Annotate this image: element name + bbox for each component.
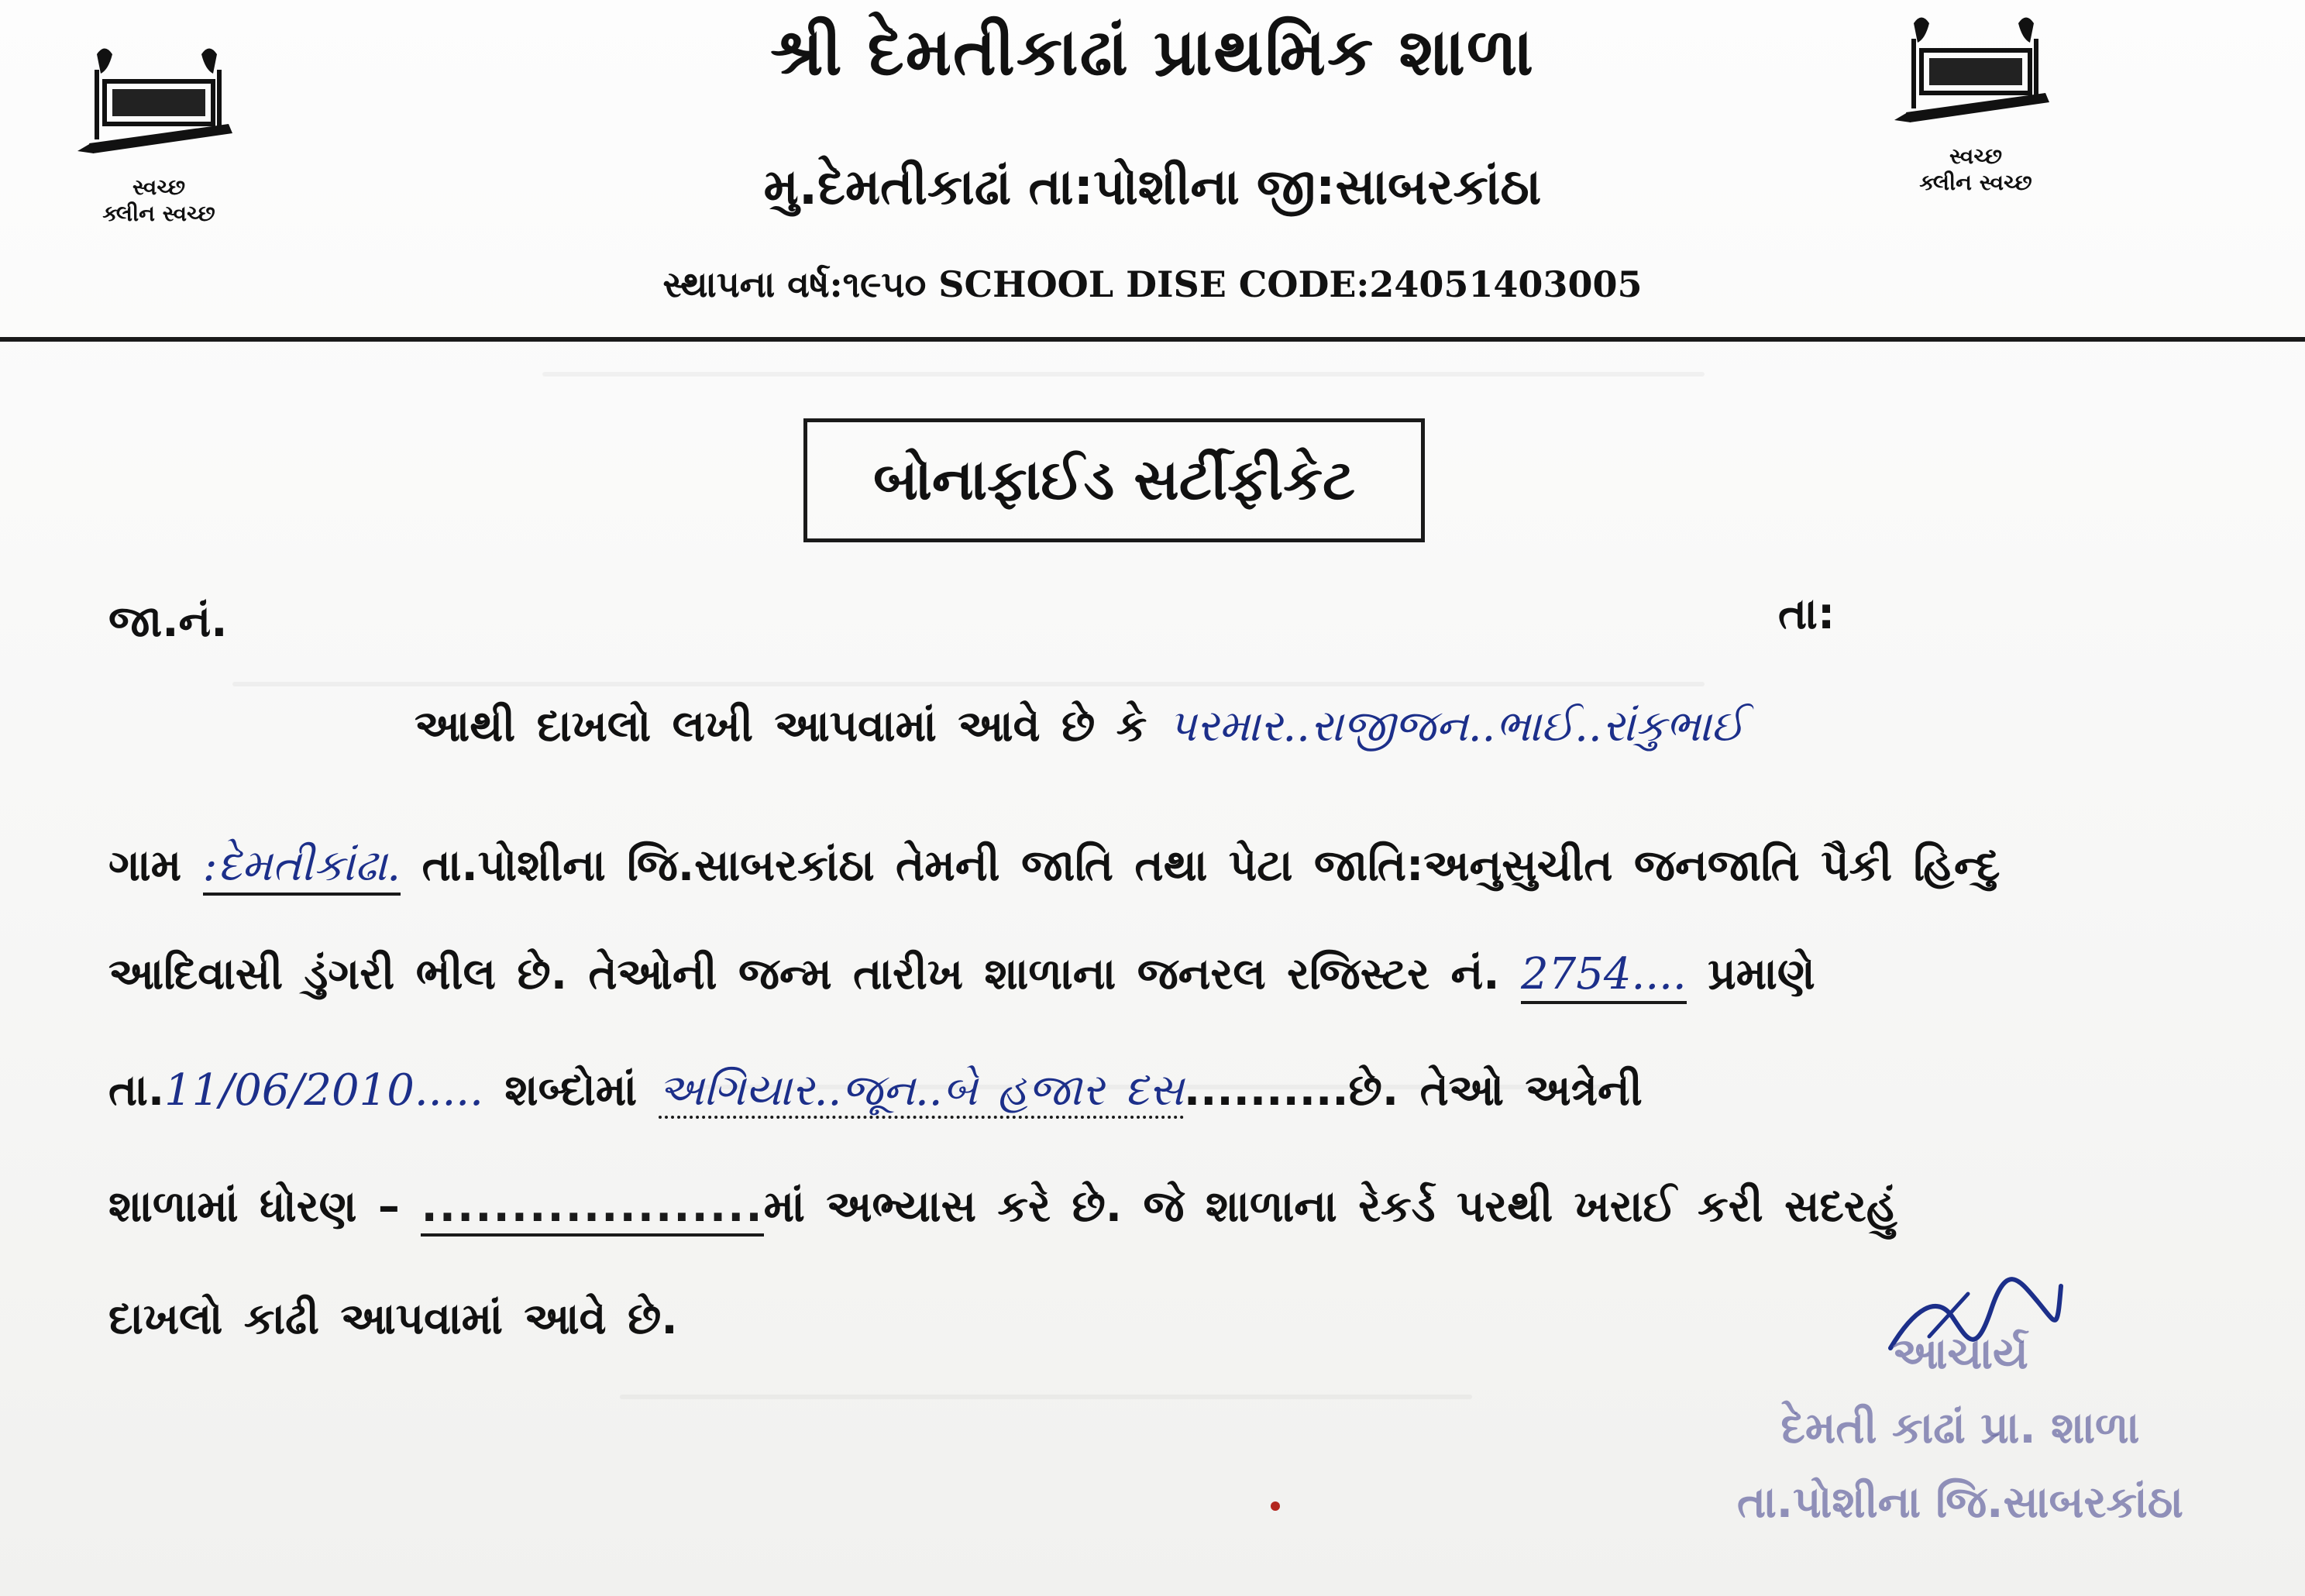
school-name: શ્રી દેમતીકાઢાં પ્રાથમિક શાળા	[770, 14, 1535, 90]
school-stamp	[1658, 1317, 2262, 1540]
body-line-6	[108, 1294, 678, 1345]
logo-caption-line: ક્લીન સ્વચ્છ	[102, 201, 215, 226]
village-handwritten: :દેમતીકાંઢા.	[203, 841, 401, 896]
register-number-handwritten: 2754....	[1521, 949, 1687, 1004]
body-line-5	[108, 1182, 1897, 1233]
body-text: આથી દાખલો લખી આપવામાં આવે છે કે	[415, 701, 1168, 752]
stamp-line: દેમતી કાઢાં પ્રા. શાળા	[1780, 1403, 2140, 1453]
birth-date-words-handwritten: અગિયાર..જૂન..બે હજાર દસ	[659, 1065, 1184, 1119]
body-line-2	[108, 841, 2000, 892]
logo-caption-line: સ્વચ્છ	[132, 174, 185, 200]
body-line-3	[108, 949, 1815, 1000]
school-established-dise: સ્થાપના વર્ષ:૧૯૫૦ SCHOOL DISE CODE:24051403005	[662, 263, 1643, 305]
date-label: તા:	[1778, 589, 1835, 639]
ink-speck	[1271, 1501, 1280, 1511]
bleed-mark	[542, 372, 1705, 377]
body-text: તા.પોશીના જિ.સાબરકાંઠા તેમની જાતિ તથા પેટા જાતિ:અનુસુચીત જનજાતિ પૈકી હિન્દુ	[401, 841, 2001, 891]
reference-number-label: જા.નં.	[108, 597, 228, 647]
body-text: શાળામાં ધોરણ –	[108, 1182, 421, 1232]
body-text: માં અભ્યાસ કરે છે. જે શાળાના રેકર્ડ પરથી ખરાઈ કરી સદરહું	[763, 1182, 1897, 1232]
stamp-line: તા.પોશીના જિ.સાબરકાંઠા	[1736, 1477, 2184, 1528]
body-line-1	[415, 701, 1745, 752]
bleed-mark	[620, 1395, 1472, 1399]
body-text: પ્રમાણે	[1686, 949, 1815, 999]
body-text: ..........છે. તેઓ અત્રેની	[1183, 1065, 1643, 1116]
stamp-line: આચાર્ય	[1892, 1329, 2028, 1379]
body-text: ગામ	[108, 841, 203, 891]
logo-caption-line: સ્વચ્છ	[1949, 143, 2002, 169]
school-address: મુ.દેમતીકાઢાં તા:પોશીના જી:સાબરકાંઠા	[763, 159, 1542, 216]
standard-blank: ...................	[421, 1182, 763, 1237]
body-text: તા.	[108, 1065, 165, 1116]
certificate-title: બોનાફાઈડ સર્ટીફીકેટ	[873, 447, 1355, 512]
student-name-handwritten: પરમાર..રાજીજન..ભાઈ..રાંકુભાઈ	[1168, 701, 1745, 752]
birth-date-handwritten: 11/06/2010.....	[164, 1065, 483, 1116]
header-divider	[0, 337, 2305, 342]
body-line-4	[108, 1065, 1643, 1116]
body-text: આદિવાસી ડુંગરી ભીલ છે. તેઓની જન્મ તારીખ શાળાના જનરલ રજિસ્ટર નં.	[108, 949, 1522, 999]
body-text: શબ્દોમાં	[483, 1065, 659, 1116]
body-text: દાખલો કાઢી આપવામાં આવે છે.	[108, 1294, 678, 1344]
certificate-title-box	[803, 418, 1425, 542]
bleed-mark	[232, 682, 1705, 686]
logo-caption-line: ક્લીન સ્વચ્છ	[1919, 170, 2032, 195]
